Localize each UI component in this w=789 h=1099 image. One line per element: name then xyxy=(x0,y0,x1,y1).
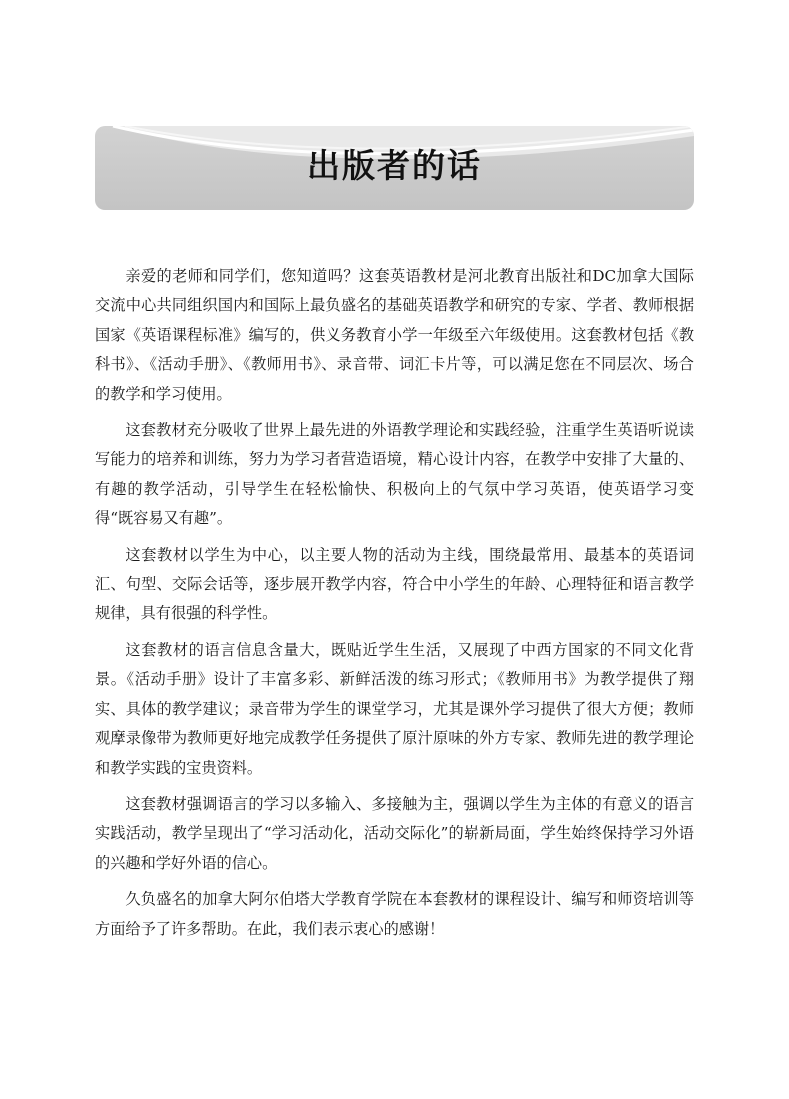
paragraph-3: 这套教材以学生为中心，以主要人物的活动为主线，围绕最常用、最基本的英语词汇、句型、交际会话等，逐步展开教学内容，符合中小学生的年龄、心理特征和语言教学规律，具有很强的科学性。 xyxy=(95,545,694,623)
paragraph-1: 亲爱的老师和同学们，您知道吗？这套英语教材是河北教育出版社和DC加拿大国际交流中心共同组织国内和国际上最负盛名的基础英语教学和研究的专家、学者、教师根据国家《英语课程标准》编写的，供义务教育小学一年级至六年级使用。这套教材包括《教科书》、《活动手册》、《教师用书》、录音带、词汇卡片等，可以满足您在不同层次、场合的教学和学习使用。 xyxy=(95,267,694,403)
paragraph-5: 这套教材强调语言的学习以多输入、多接触为主，强调以学生为主体的有意义的语言实践活动，教学呈现出了“学习活动化，活动交际化”的崭新局面，学生始终保持学习外语的兴趣和学好外语的信心。 xyxy=(95,794,694,872)
publisher-note-body xyxy=(95,262,694,951)
title-banner xyxy=(95,126,694,210)
paragraph-4: 这套教材的语言信息含量大，既贴近学生生活，又展现了中西方国家的不同文化背景。《活动手册》设计了丰富多彩、新鲜活泼的练习形式；《教师用书》为教学提供了翔实、具体的教学建议；录音带为学生的课堂学习，尤其是课外学习提供了很大方便；教师观摩录像带为教师更好地完成教学任务提供了原汁原味的外方专家、教师先进的教学理论和教学实践的宝贵资料。 xyxy=(95,640,694,777)
paragraph-2: 这套教材充分吸收了世界上最先进的外语教学理论和实践经验，注重学生英语听说读写能力的培养和训练，努力为学习者营造语境，精心设计内容，在教学中安排了大量的、有趣的教学活动，引导学生在轻松愉快、积极向上的气氛中学习英语，使英语学习变得“既容易又有趣”。 xyxy=(95,421,694,528)
paragraph-6: 久负盛名的加拿大阿尔伯塔大学教育学院在本套教材的课程设计、编写和师资培训等方面给予了许多帮助。在此，我们表示衷心的感谢！ xyxy=(95,890,694,938)
page-title: 出版者的话 xyxy=(307,146,482,185)
